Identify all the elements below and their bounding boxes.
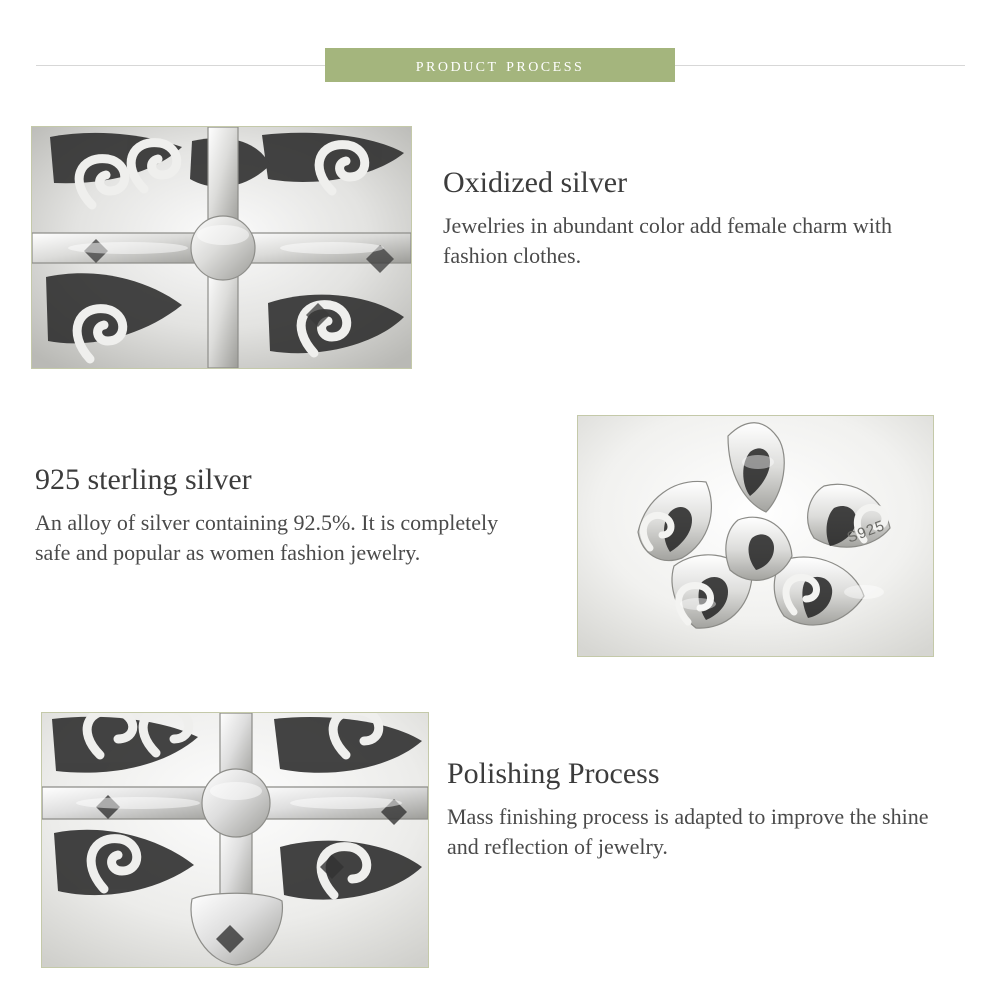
section-text-sterling-silver bbox=[35, 463, 535, 568]
page-header bbox=[0, 48, 1001, 82]
section-body: Mass finishing process is adapted to improve the shine and reflection of jewelry. bbox=[447, 803, 929, 859]
svg-text:S925: S925 bbox=[844, 517, 888, 547]
section-body: Jewelries in abundant color add female charm with fashion clothes. bbox=[443, 212, 893, 268]
page-title: product process bbox=[325, 48, 675, 82]
section-text-polishing-process bbox=[447, 757, 947, 862]
snowflake-charm-polished-icon bbox=[42, 713, 428, 967]
section-title: 925 sterling silver bbox=[35, 463, 252, 496]
section-text-oxidized-silver bbox=[443, 166, 943, 271]
section-sterling-silver bbox=[0, 415, 1001, 665]
product-image-sterling-silver bbox=[577, 415, 934, 657]
product-image-polishing-process bbox=[41, 712, 429, 968]
product-image-oxidized-silver bbox=[31, 126, 412, 369]
snowflake-charm-angle-icon bbox=[578, 416, 933, 656]
section-oxidized-silver bbox=[0, 126, 1001, 376]
section-body: An alloy of silver containing 92.5%. It is completely safe and popular as women fashion jewelry. bbox=[35, 509, 499, 565]
section-title: Oxidized silver bbox=[443, 166, 628, 199]
snowflake-charm-closeup-icon bbox=[32, 127, 411, 368]
section-title: Polishing Process bbox=[447, 757, 660, 790]
section-polishing-process bbox=[0, 712, 1001, 972]
